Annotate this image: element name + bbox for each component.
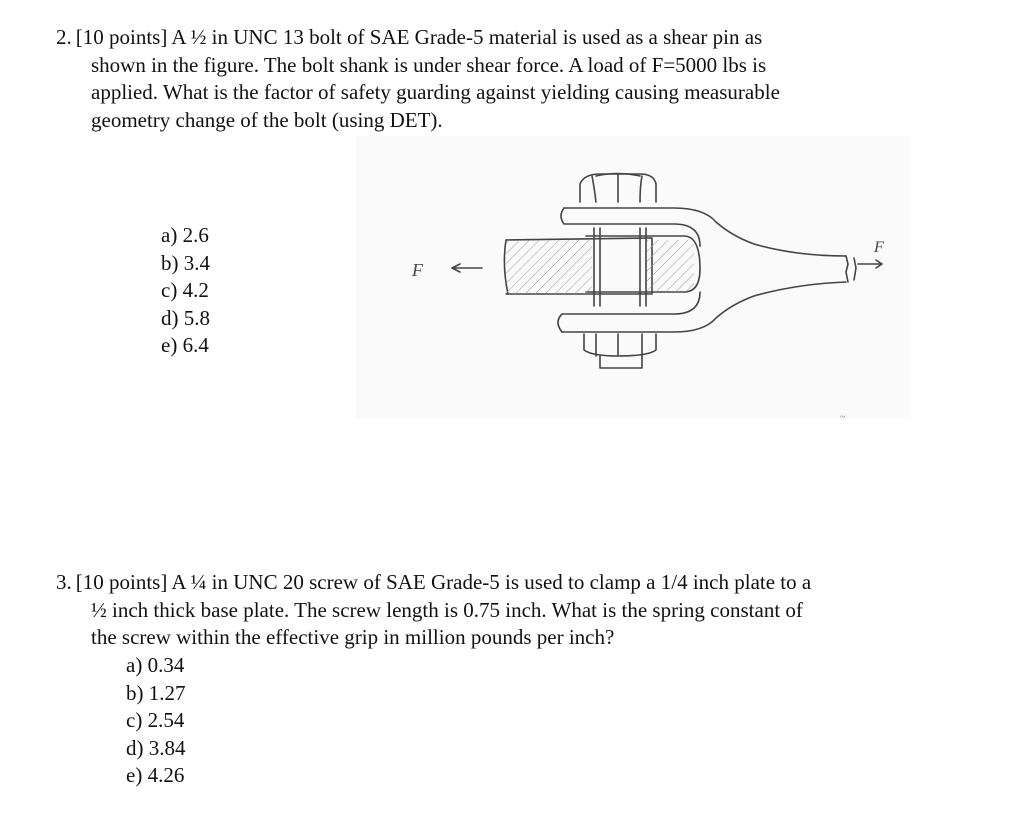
clevis-upper-arm <box>564 208 846 256</box>
question-3-choice-e: e) 4.26 <box>126 763 185 787</box>
question-2-choices <box>161 222 210 360</box>
question-2-choice-c: c) 4.2 <box>161 278 209 302</box>
question-3-choice-d: d) 3.84 <box>126 735 186 760</box>
shear-pin-figure <box>356 136 909 419</box>
question-2-line-2: shown in the figure. The bolt shank is under shear force. A load of F=5000 lbs is <box>91 52 767 77</box>
question-2-line-4: geometry change of the bolt (using DET). <box>91 107 443 132</box>
question-2-choice-b: b) 3.4 <box>161 250 210 275</box>
question-3-text <box>56 569 936 652</box>
left-force-label: F <box>412 260 423 280</box>
clevis-lower-arm <box>562 282 846 332</box>
question-2-choice-a: a) 2.6 <box>161 223 209 247</box>
question-2-line-1: 2. [10 points] A ½ in UNC 13 bolt of SAE Grade-5 material is used as a shear pin as <box>56 25 763 49</box>
question-2-line-3: applied. What is the factor of safety guarding against yielding causing measurable <box>91 80 780 104</box>
question-3-choices <box>126 652 186 790</box>
question-3-line-1: 3. [10 points] A ¼ in UNC 20 screw of SAE Grade-5 is used to clamp a 1/4 inch plate to a <box>56 570 812 594</box>
right-force-arrow <box>858 260 882 268</box>
question-3-line-2: ½ inch thick base plate. The screw length is 0.75 inch. What is the spring constant of <box>91 597 803 622</box>
question-3-choice-c: c) 2.54 <box>126 708 185 732</box>
question-2-choice-d: d) 5.8 <box>161 305 210 330</box>
question-2-number: 2. <box>56 25 72 49</box>
bolt-head <box>580 174 656 203</box>
question-3-line-3: the screw within the effective grip in million pounds per inch? <box>91 625 615 649</box>
right-force-label: F <box>874 239 884 256</box>
question-2-text <box>56 24 936 134</box>
question-3-choice-b: b) 1.27 <box>126 680 186 705</box>
question-3-choice-a: a) 0.34 <box>126 653 185 677</box>
shear-pin-sketch <box>356 136 909 419</box>
signature-mark: ~ <box>840 412 846 419</box>
left-force-arrow <box>452 264 482 272</box>
question-3-number: 3. <box>56 570 72 594</box>
nut <box>584 334 656 368</box>
question-2-choice-e: e) 6.4 <box>161 333 209 357</box>
